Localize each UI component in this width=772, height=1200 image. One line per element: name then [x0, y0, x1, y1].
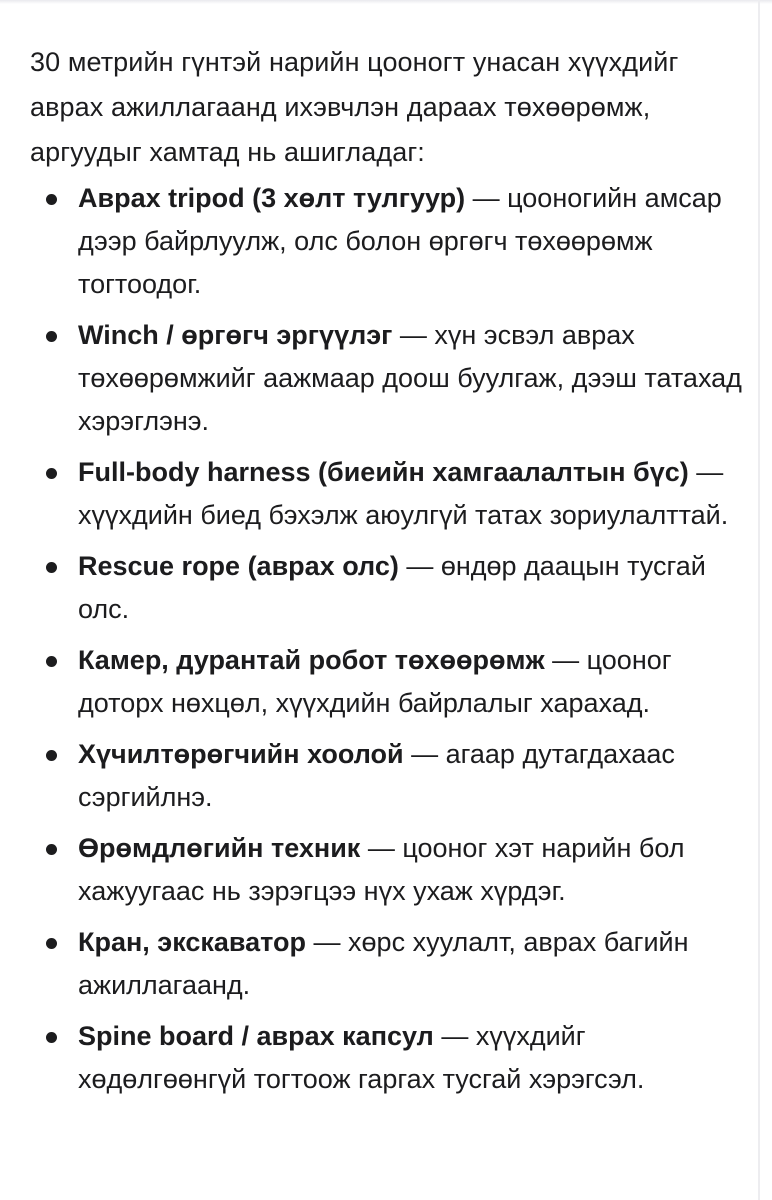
- item-description: — хүүхдийн биед бэхэлж аюулгүй татах зориулалттай.: [78, 457, 729, 530]
- bullet-icon: [46, 468, 57, 479]
- list-item: [30, 545, 750, 631]
- list-item: [30, 314, 750, 443]
- item-description: — цооног доторх нөхцөл, хүүхдийн байрлалыг харахад.: [78, 645, 672, 718]
- item-term: Хүчилтөрөгчийн хоолой: [78, 739, 404, 769]
- list-item: [30, 1015, 750, 1101]
- bullet-icon: [46, 194, 57, 205]
- bullet-icon: [46, 750, 57, 761]
- list-item: [30, 921, 750, 1007]
- bullet-icon: [46, 938, 57, 949]
- item-term: Rescue rope (аврах олс): [78, 551, 399, 581]
- bullet-icon: [46, 1032, 57, 1043]
- item-description: — хүн эсвэл аврах төхөөрөмжийг аажмаар доош буулгаж, дээш татахад хэрэглэнэ.: [78, 320, 742, 436]
- scrollbar[interactable]: [758, 0, 760, 1200]
- item-term: Winch / өргөгч эргүүлэг: [78, 320, 393, 350]
- item-description: — хөрс хуулалт, аврах багийн ажиллагаанд.: [78, 927, 689, 1000]
- item-term: Өрөмдлөгийн техник: [78, 833, 361, 863]
- item-description: — цооног хэт нарийн бол хажуугаас нь зэрэгцээ нүх ухаж хүрдэг.: [78, 833, 685, 906]
- item-term: Кран, экскаватор: [78, 927, 307, 957]
- bullet-icon: [46, 562, 57, 573]
- item-term: Spine board / аврах капсул: [78, 1021, 434, 1051]
- intro-paragraph: 30 метрийн гүнтэй нарийн цооногт унасан хүүхдийг аврах ажиллагаанд ихэвчлэн дараах төхөөрөмж, аргуудыг хамтад нь ашигладаг:: [30, 47, 679, 167]
- item-description: — өндөр даацын тусгай олс.: [78, 551, 706, 624]
- list-item: [30, 177, 750, 306]
- message-body: [30, 40, 750, 1109]
- item-description: — хүүхдийг хөдөлгөөнгүй тогтоож гаргах тусгай хэрэгсэл.: [78, 1021, 645, 1094]
- list-item: [30, 827, 750, 913]
- item-description: — агаар дутагдахаас сэргийлнэ.: [78, 739, 675, 812]
- bullet-icon: [46, 844, 57, 855]
- list-item: [30, 733, 750, 819]
- item-description: — цооногийн амсар дээр байрлуулж, олс болон өргөгч төхөөрөмж тогтоодог.: [78, 183, 722, 299]
- item-term: Камер, дурантай робот төхөөрөмж: [78, 645, 545, 675]
- list-item: [30, 451, 750, 537]
- list-item: [30, 639, 750, 725]
- equipment-list: [30, 177, 750, 1101]
- item-term: Full-body harness (биеийн хамгаалалтын бүс): [78, 457, 689, 487]
- item-term: Аврах tripod (3 хөлт тулгуур): [78, 183, 466, 213]
- bullet-icon: [46, 331, 57, 342]
- bullet-icon: [46, 656, 57, 667]
- top-edge-shadow: [0, 0, 772, 4]
